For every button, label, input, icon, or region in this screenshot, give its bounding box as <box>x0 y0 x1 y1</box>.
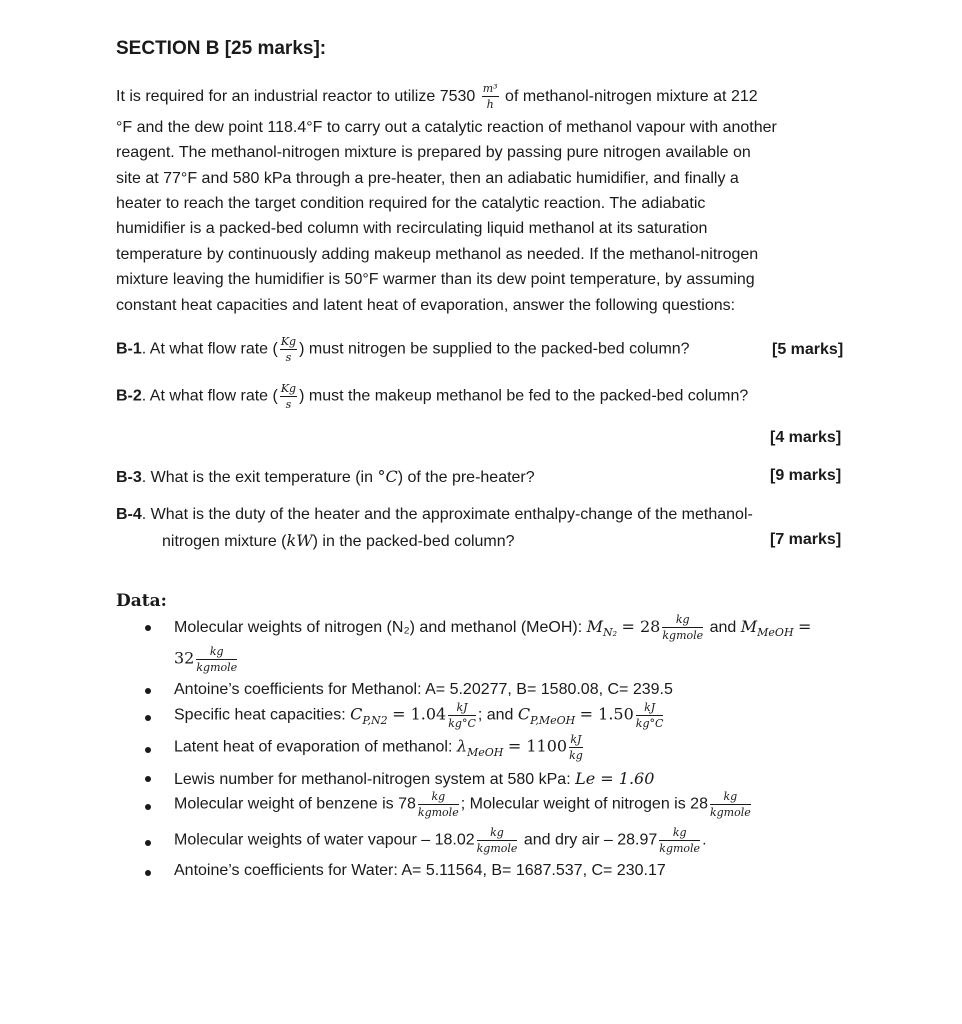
cp-n2-subscript: P,N2 <box>362 713 388 727</box>
lewis-value: Le = 1.60 <box>575 769 655 788</box>
b1-pre: . At what flow rate ( <box>141 340 278 358</box>
b4-label: B-4 <box>116 506 142 523</box>
data-item-cp <box>174 702 665 729</box>
cp-meoh-value: = 1.50 <box>579 704 634 724</box>
b3-marks: [9 marks] <box>770 467 842 484</box>
data-item-antoine-meoh: Antoine’s coefficients for Methanol: A= 5.20277, B= 1580.08, C= 239.5 <box>174 681 673 698</box>
b4-line2-pre: nitrogen mixture ( <box>162 533 287 550</box>
intro-line-3: reagent. The methanol-nitrogen mixture is prepared by passing pure nitrogen available on <box>116 144 751 161</box>
mw-meoh-symbol: M <box>740 617 758 636</box>
b2-unit-num: Kg <box>280 382 297 395</box>
b2-marks: [4 marks] <box>770 429 842 446</box>
mw-meoh-subscript: MeOH <box>757 626 794 640</box>
data-item-water <box>174 827 707 854</box>
b1-unit <box>280 336 297 363</box>
section-title: SECTION B [25 marks]: <box>116 38 327 59</box>
latent-symbol: λ <box>456 736 468 756</box>
water-end: . <box>702 831 707 849</box>
b2-unit <box>280 383 297 410</box>
question-b1 <box>116 336 690 363</box>
unit-kg: kg <box>196 646 237 660</box>
unit-kj: kJ <box>448 702 476 716</box>
air-unit <box>659 827 700 854</box>
intro-line-1 <box>116 82 758 112</box>
mw-n2-unit <box>662 614 703 641</box>
cp-n2-unit <box>448 702 476 729</box>
b4-line1: . What is the duty of the heater and the approximate enthalpy-change of the methanol- <box>141 506 753 523</box>
b3-unit: °C <box>377 467 398 486</box>
intro-line-2: °F and the dew point 118.4°F to carry out a catalytic reaction of methanol vapour with another <box>116 119 777 136</box>
data-item-mw-cont <box>174 646 239 673</box>
data-item-lewis <box>174 769 654 789</box>
unit-kg: kg <box>662 614 703 628</box>
mw-meoh-eq: = <box>798 617 812 636</box>
latent-value: = 1100 <box>507 736 568 756</box>
bullet <box>145 688 151 694</box>
intro-line1-post: of methanol-nitrogen mixture at 212 <box>505 88 758 105</box>
bullet <box>145 715 151 721</box>
bullet <box>145 840 151 846</box>
b3-pre: . What is the exit temperature (in <box>141 469 378 486</box>
cp-meoh-subscript: P,MeOH <box>530 713 576 727</box>
data-item-antoine-water: Antoine’s coefficients for Water: A= 5.11564, B= 1687.537, C= 230.17 <box>174 862 666 879</box>
bullet <box>145 625 151 631</box>
question-b4-line2 <box>162 531 515 551</box>
unit-kj: kJ <box>636 702 664 716</box>
intro-line-5: heater to reach the target condition required for the catalytic reaction. The adiabatic <box>116 195 706 212</box>
unit-kgc: kg°C <box>635 717 664 730</box>
b2-unit-den: s <box>285 398 292 411</box>
water-unit <box>477 827 518 854</box>
question-b3 <box>116 467 535 487</box>
unit-kgmole: kgmole <box>476 842 518 855</box>
data-item-benzene <box>174 791 753 818</box>
flow-unit-den: h <box>486 98 494 112</box>
flow-unit-num: m³ <box>482 82 498 96</box>
b3-label: B-3 <box>116 469 142 486</box>
bullet <box>145 870 151 876</box>
unit-kj: kJ <box>570 733 582 746</box>
data-heading: Data: <box>116 591 167 611</box>
question-b4-line1 <box>116 506 753 524</box>
unit-kg: kg <box>569 749 583 762</box>
cp-and: ; and <box>477 706 514 724</box>
b1-unit-num: Kg <box>280 335 297 348</box>
unit-kgmole: kgmole <box>196 661 238 674</box>
unit-kgmole: kgmole <box>417 806 459 819</box>
b3-post: ) of the pre-heater? <box>397 469 535 486</box>
intro-line-6: humidifier is a packed-bed column with recirculating liquid methanol at its saturation <box>116 220 708 237</box>
cp-n2-value: = 1.04 <box>392 704 447 724</box>
mw-n2-value: = 28 <box>621 617 661 636</box>
unit-kgmole: kgmole <box>662 629 704 643</box>
benzene-unit <box>418 791 459 818</box>
b2-pre: . At what flow rate ( <box>141 387 278 405</box>
b4-marks: [7 marks] <box>770 531 842 548</box>
intro-line-4: site at 77°F and 580 kPa through a pre-heater, then an adiabatic humidifier, and finally a <box>116 170 739 187</box>
cp-meoh-unit <box>636 702 664 729</box>
unit-kg: kg <box>418 791 459 805</box>
b1-label: B-1 <box>116 340 142 358</box>
bullet <box>145 747 151 753</box>
b1-unit-den: s <box>285 351 292 364</box>
cp-n2-symbol: C <box>350 704 363 724</box>
latent-text: Latent heat of evaporation of methanol: <box>174 738 453 756</box>
water-text: Molecular weights of water vapour – 18.02 <box>174 831 475 849</box>
benzene-mid: ; Molecular weight of nitrogen is 28 <box>460 795 708 813</box>
unit-kg: kg <box>710 791 751 805</box>
unit-kgmole: kgmole <box>709 806 751 819</box>
intro-line1-pre: It is required for an industrial reactor to utilize 7530 <box>116 88 476 105</box>
mw-meoh-value: 32 <box>174 648 195 668</box>
unit-kg: kg <box>659 827 700 841</box>
latent-subscript: MeOH <box>467 745 504 759</box>
question-b2 <box>116 383 748 410</box>
flow-unit <box>482 83 499 110</box>
data-item-latent <box>174 734 585 761</box>
intro-line-8: mixture leaving the humidifier is 50°F warmer than its dew point temperature, by assuming <box>116 271 755 288</box>
latent-unit <box>569 734 583 761</box>
unit-kgmole: kgmole <box>659 842 701 855</box>
water-mid: and dry air – 28.97 <box>523 831 658 849</box>
unit-kg: kg <box>477 827 518 841</box>
b2-post: ) must the makeup methanol be fed to the packed-bed column? <box>299 387 749 405</box>
lewis-text: Lewis number for methanol-nitrogen system at 580 kPa: <box>174 771 571 788</box>
mw-n2-subscript: N₂ <box>603 626 618 640</box>
benzene-text: Molecular weight of benzene is 78 <box>174 795 416 813</box>
mw-meoh-unit <box>196 646 237 673</box>
b4-line2-post: ) in the packed-bed column? <box>312 533 515 550</box>
b4-unit: kW <box>286 531 313 550</box>
cp-text: Specific heat capacities: <box>174 706 346 724</box>
cp-meoh-symbol: C <box>517 704 531 724</box>
unit-kgc: kg°C <box>448 717 476 730</box>
mw-text: Molecular weights of nitrogen (N₂) and methanol (MeOH): <box>174 619 583 636</box>
b1-post: ) must nitrogen be supplied to the packed-bed column? <box>299 340 690 358</box>
b2-label: B-2 <box>116 387 142 405</box>
bullet <box>145 776 151 782</box>
intro-line-9: constant heat capacities and latent heat of evaporation, answer the following questions: <box>116 297 736 314</box>
bullet <box>145 804 151 810</box>
mw-n2-symbol: M <box>586 617 603 636</box>
intro-line-7: temperature by continuously adding makeup methanol as needed. If the methanol-nitrogen <box>116 246 759 263</box>
data-item-mw <box>174 614 811 646</box>
nitrogen-unit <box>710 791 751 818</box>
mw-and: and <box>709 619 737 636</box>
b1-marks: [5 marks] <box>772 341 844 358</box>
